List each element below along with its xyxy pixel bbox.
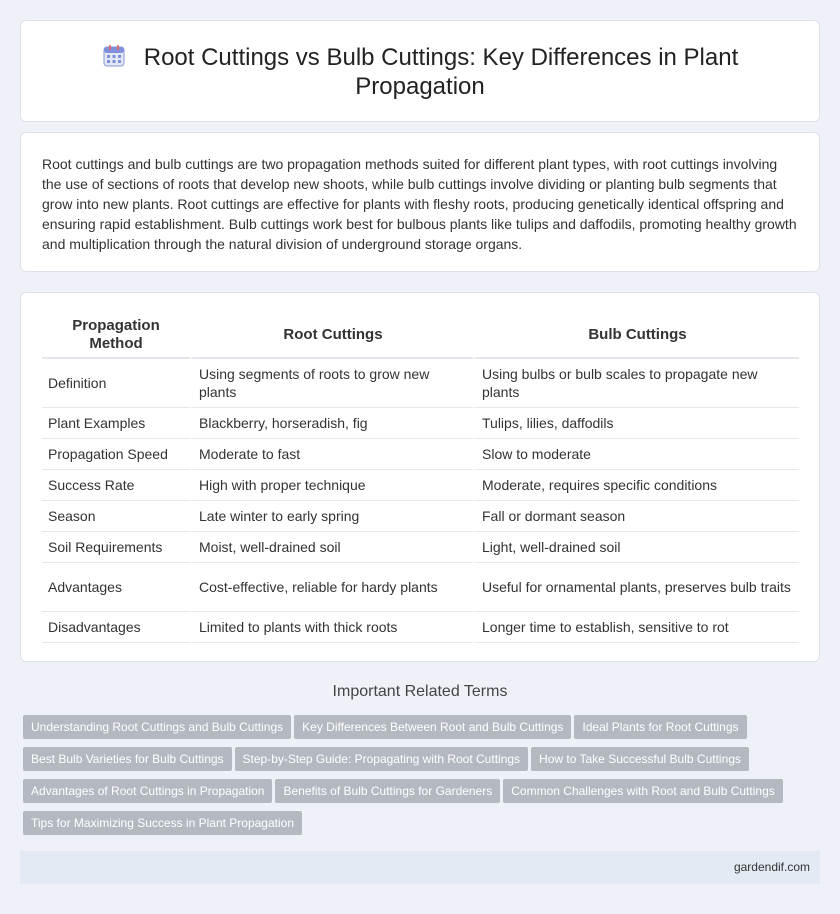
table-row: [42, 470, 799, 501]
row-label: Season: [42, 501, 190, 532]
row-label: Disadvantages: [42, 612, 190, 643]
row-label: Advantages: [42, 563, 190, 612]
row-label: Soil Requirements: [42, 532, 190, 563]
comparison-table: [42, 313, 799, 643]
bulb-cell: Tulips, lilies, daffodils: [473, 408, 799, 439]
related-tag[interactable]: Benefits of Bulb Cuttings for Gardeners: [275, 779, 500, 803]
row-label: Success Rate: [42, 470, 190, 501]
calendar-icon: [102, 44, 126, 68]
intro-paragraph: Root cuttings and bulb cuttings are two propagation methods suited for different plant types, with root cuttings involving the use of sections of roots that develop new shoots, while bulb cuttings involve dividing or planting bulb segments that grow into new plants. Root cuttings are effective for plants with fleshy roots, producing genetically identical offspring and ensuring rapid establishment. Bulb cuttings work best for bulbous plants like tulips and daffodils, promoting healthy growth and multiplication through the natural division of underground storage organs.: [42, 156, 797, 252]
related-tag[interactable]: Understanding Root Cuttings and Bulb Cuttings: [23, 715, 291, 739]
title-card: [20, 20, 820, 122]
bulb-cell: Longer time to establish, sensitive to rot: [473, 612, 799, 643]
row-label: Definition: [42, 359, 190, 408]
footer: [20, 851, 820, 884]
row-label: Plant Examples: [42, 408, 190, 439]
footer-site[interactable]: gardendif.com: [733, 860, 810, 874]
related-tag[interactable]: Best Bulb Varieties for Bulb Cuttings: [23, 747, 232, 771]
root-cell: High with proper technique: [190, 470, 473, 501]
table-row: [42, 501, 799, 532]
related-terms-heading: Important Related Terms: [332, 683, 508, 700]
bulb-cell: Useful for ornamental plants, preserves bulb traits: [473, 563, 799, 612]
table-header-row: [42, 313, 799, 359]
page-title-wrap: [21, 43, 819, 101]
header-root: Root Cuttings: [190, 313, 473, 359]
table-row: [42, 408, 799, 439]
bulb-cell: Slow to moderate: [473, 439, 799, 470]
root-cell: Moist, well-drained soil: [190, 532, 473, 563]
bulb-cell: Fall or dormant season: [473, 501, 799, 532]
related-tag[interactable]: How to Take Successful Bulb Cuttings: [531, 747, 749, 771]
table-row: [42, 439, 799, 470]
page-title: Root Cuttings vs Bulb Cuttings: Key Differences in Plant Propagation: [143, 44, 739, 100]
table-row: [42, 359, 799, 408]
comparison-card: [20, 292, 820, 662]
intro-card: [20, 132, 820, 272]
root-cell: Using segments of roots to grow new plants: [190, 359, 473, 408]
related-tag[interactable]: Advantages of Root Cuttings in Propagation: [23, 779, 272, 803]
header-method: Propagation Method: [42, 313, 190, 359]
root-cell: Limited to plants with thick roots: [190, 612, 473, 643]
bulb-cell: Using bulbs or bulb scales to propagate new plants: [473, 359, 799, 408]
bulb-cell: Moderate, requires specific conditions: [473, 470, 799, 501]
root-cell: Moderate to fast: [190, 439, 473, 470]
related-tags: [23, 715, 803, 843]
related-tag[interactable]: Ideal Plants for Root Cuttings: [574, 715, 746, 739]
bulb-cell: Light, well-drained soil: [473, 532, 799, 563]
root-cell: Late winter to early spring: [190, 501, 473, 532]
root-cell: Cost-effective, reliable for hardy plants: [190, 563, 473, 612]
header-bulb: Bulb Cuttings: [473, 313, 799, 359]
table-row: [42, 612, 799, 643]
table-row: [42, 532, 799, 563]
related-tag[interactable]: Common Challenges with Root and Bulb Cuttings: [503, 779, 782, 803]
related-tag[interactable]: Step-by-Step Guide: Propagating with Root Cuttings: [235, 747, 529, 771]
related-tag[interactable]: Key Differences Between Root and Bulb Cuttings: [294, 715, 571, 739]
row-label: Propagation Speed: [42, 439, 190, 470]
table-row: [42, 563, 799, 612]
related-tag[interactable]: Tips for Maximizing Success in Plant Propagation: [23, 811, 302, 835]
root-cell: Blackberry, horseradish, fig: [190, 408, 473, 439]
